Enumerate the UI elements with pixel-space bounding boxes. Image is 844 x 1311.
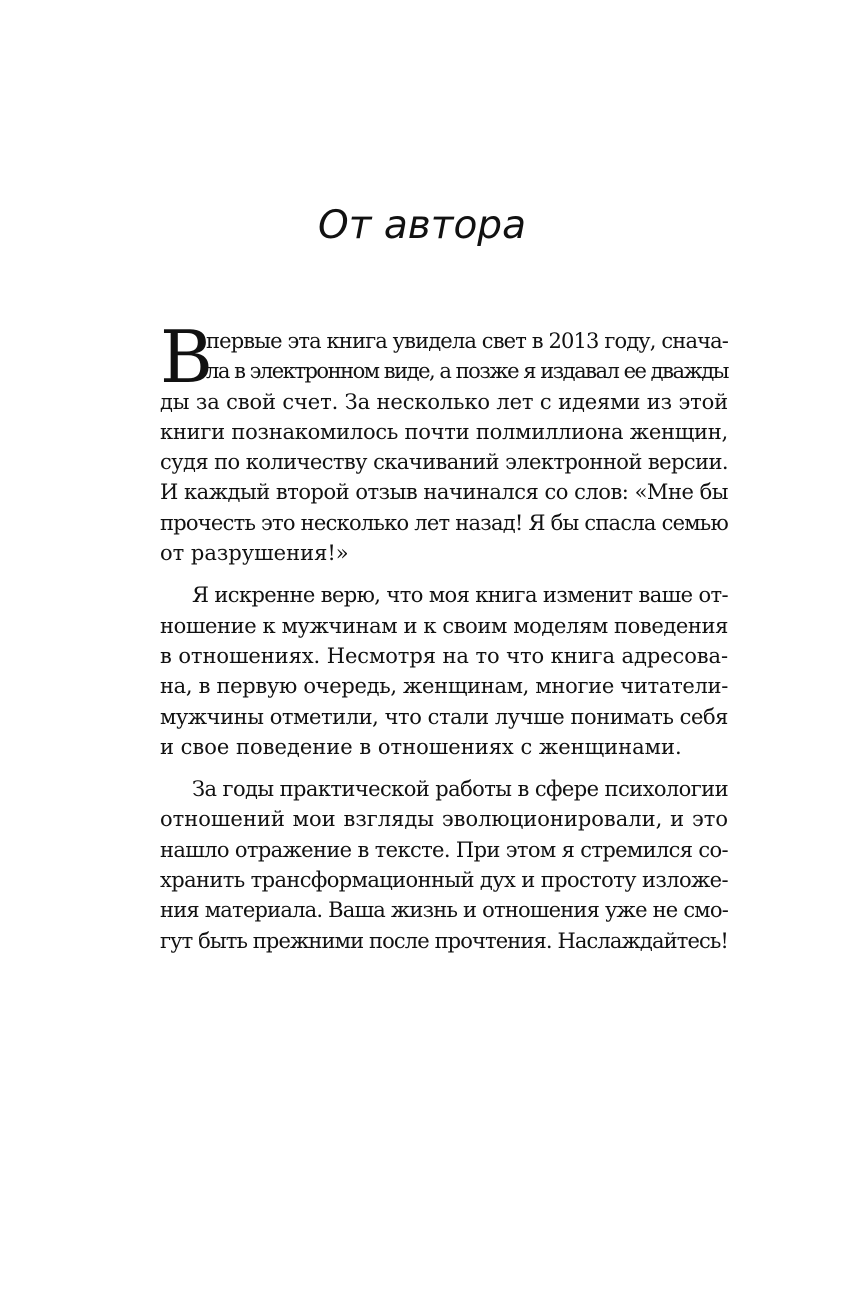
text-line: ла в электронном виде, а позже я издавал ее дважды [206,359,728,384]
text-line: первые эта книга увидела свет в 2013 году, снача- [206,329,728,353]
text-line: ношение к мужчинам и к своим моделям поведения [160,613,728,638]
text-line: хранить трансформационный дух и простоту изложе- [160,868,728,893]
text-line: на, в первую очередь, женщинам, многие читатели- [160,674,728,699]
text-line: И каждый второй отзыв начинался со слов: «Мне бы [160,480,728,505]
text-line: отношений мои взгляды эволюционировали, и это [160,807,728,832]
paragraph-1 [160,315,728,568]
paragraph-3 [160,774,728,956]
text-line: нашло отражение в тексте. При этом я стремился со- [160,837,728,862]
text-line: За годы практической работы в сфере психологии [192,777,728,802]
text-line: судя по количеству скачиваний электронной версии. [160,450,728,475]
text-line: мужчины отметили, что стали лучше понимать себя [160,704,728,729]
chapter-title: От автора [318,203,526,248]
drop-cap: В [160,315,213,399]
text-line: и свое поведение в отношениях с женщинами. [160,734,682,759]
text-line: прочесть это несколько лет назад! Я бы спасла семью [160,510,728,535]
text-line: в отношениях. Несмотря на то что книга адресова- [160,643,728,668]
text-line: ды за свой счет. За несколько лет с идеями из этой [160,389,728,414]
text-line: от разрушения!» [160,541,349,566]
paragraph-2 [160,580,728,762]
body-text [160,315,728,956]
text-line: Я искренне верю, что моя книга изменит ваше от- [192,583,728,608]
text-line: ния материала. Ваша жизнь и отношения уже не смо- [160,898,728,923]
text-line: гут быть прежними после прочтения. Наслаждайтесь! [160,928,728,953]
text-line: книги познакомилось почти полмиллиона женщин, [160,419,728,444]
